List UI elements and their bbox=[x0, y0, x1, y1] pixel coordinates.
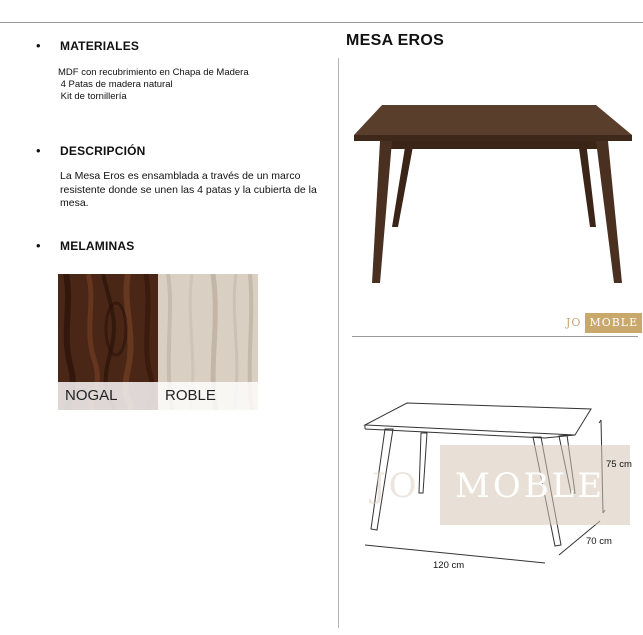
swatch-nogal bbox=[58, 274, 158, 410]
product-title: MESA EROS bbox=[346, 32, 445, 49]
melaminas-heading: MELAMINAS bbox=[60, 239, 135, 253]
materiales-heading: MATERIALES bbox=[60, 39, 140, 53]
dimension-height: 75 cm bbox=[606, 459, 632, 470]
bullet-icon: • bbox=[36, 38, 41, 53]
table-photo bbox=[350, 105, 640, 295]
descripcion-text: La Mesa Eros es ensamblada a través de un marco resistente donde se unen las 4 patas y la cubierta de la mesa. bbox=[60, 170, 317, 209]
watermark-jo: JO bbox=[372, 466, 420, 506]
swatch-label-roble: ROBLE bbox=[158, 382, 258, 410]
right-divider bbox=[352, 336, 638, 337]
top-divider bbox=[0, 22, 643, 23]
descripcion-heading: DESCRIPCIÓN bbox=[60, 144, 146, 158]
logo-jo: JO bbox=[566, 316, 582, 329]
materiales-line: MDF con recubrimiento en Chapa de Madera bbox=[58, 67, 249, 78]
jo-moble-logo bbox=[562, 313, 642, 333]
bullet-icon: • bbox=[36, 143, 41, 158]
swatch-roble bbox=[158, 274, 258, 410]
bullet-icon: • bbox=[36, 238, 41, 253]
dimension-depth: 70 cm bbox=[586, 536, 612, 547]
dimension-width: 120 cm bbox=[433, 560, 465, 571]
materiales-line: 4 Patas de madera natural bbox=[58, 79, 173, 90]
swatch-label-nogal: NOGAL bbox=[58, 382, 158, 410]
logo-moble: MOBLE bbox=[585, 313, 642, 333]
watermark-moble: MOBLE bbox=[455, 466, 606, 506]
vertical-divider bbox=[338, 58, 339, 628]
materiales-line: Kit de tornillería bbox=[58, 91, 127, 102]
